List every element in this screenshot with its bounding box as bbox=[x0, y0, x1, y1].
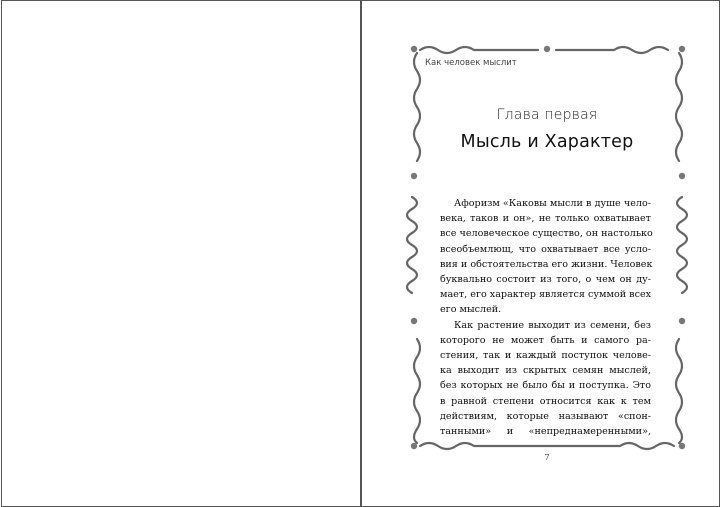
text-line: без которых не было бы и поступка. Это bbox=[440, 380, 651, 392]
text-line: все человеческое существо, он настолько bbox=[440, 228, 653, 240]
chapter-title: Мысль и Характер bbox=[460, 132, 634, 152]
text-line: Как растение выходит из семени, без bbox=[454, 319, 651, 331]
body-text bbox=[440, 196, 651, 439]
right-page bbox=[361, 0, 720, 507]
text-line: которого не может быть и самого ра- bbox=[440, 334, 651, 346]
text-line: буквально состоит из того, о чем он ду- bbox=[440, 274, 651, 286]
text-line: действиям, которые называют «спон- bbox=[440, 410, 651, 422]
text-line: стения, так и каждый поступок челове- bbox=[440, 350, 651, 362]
text-line: мает, его характер является суммой всех bbox=[440, 289, 652, 301]
text-line: Афоризм «Каковы мысли в душе чело- bbox=[454, 198, 651, 209]
text-line: вия и обстоятельства его жизни. Человек bbox=[440, 258, 653, 270]
text-line: его мыслей. bbox=[440, 304, 502, 316]
text-line: в равной степени относится как к тем bbox=[440, 395, 651, 407]
text-line: ка выходит из скрытых семян мыслей, bbox=[440, 365, 651, 377]
text-line: века, таков и он», не только охватывает bbox=[440, 213, 651, 225]
page-number: 7 bbox=[544, 453, 550, 463]
running-head: Как человек мыслит bbox=[425, 58, 517, 68]
text-line: танными» и «непреднамеренными», bbox=[440, 426, 651, 438]
left-page bbox=[1, 0, 361, 507]
text-line: всеобъемлющ, что охватывает все усло- bbox=[440, 243, 651, 255]
chapter-number: Глава первая bbox=[496, 107, 598, 123]
